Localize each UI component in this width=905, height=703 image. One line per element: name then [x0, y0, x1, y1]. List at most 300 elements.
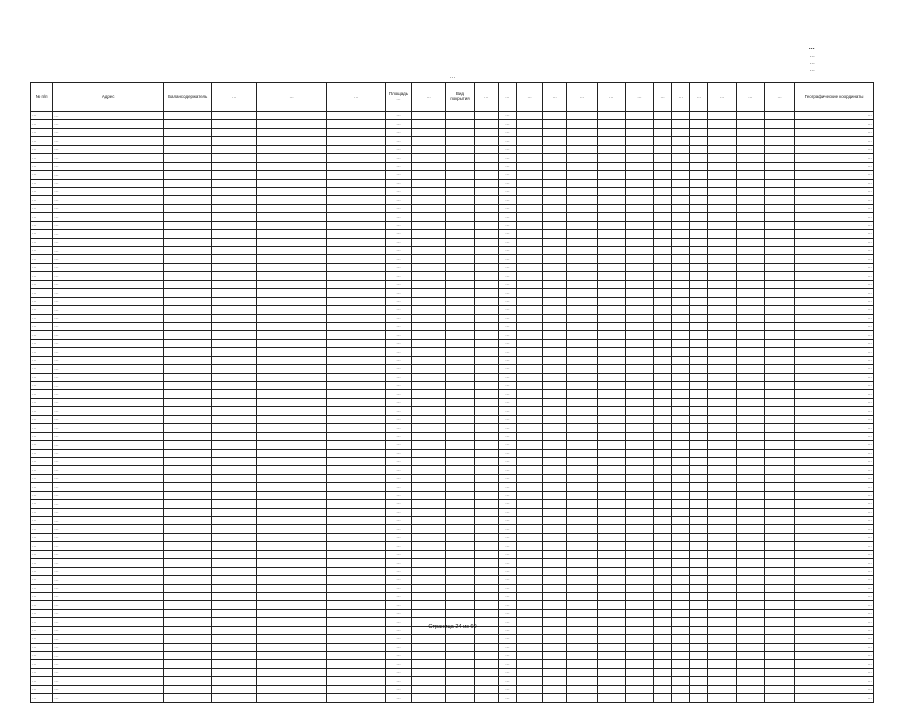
table-cell: …	[795, 677, 874, 685]
table-cell	[446, 356, 474, 364]
table-cell	[474, 525, 498, 533]
table-cell	[764, 213, 794, 221]
table-cell: …	[385, 213, 411, 221]
table-cell	[164, 660, 212, 668]
table-cell	[446, 196, 474, 204]
table-cell: …	[498, 508, 516, 516]
table-row	[31, 255, 874, 263]
table-cell	[516, 457, 542, 465]
table-cell: …	[53, 652, 164, 660]
table-cell: …	[31, 356, 53, 364]
table-cell	[327, 483, 385, 491]
table-cell	[625, 204, 653, 212]
table-row	[31, 162, 874, 170]
table-cell	[412, 466, 446, 474]
table-row	[31, 601, 874, 609]
table-cell: …	[31, 483, 53, 491]
table-cell	[164, 306, 212, 314]
table-cell	[625, 365, 653, 373]
table-cell	[516, 533, 542, 541]
table-cell	[736, 660, 764, 668]
table-cell: …	[795, 584, 874, 592]
table-cell: …	[31, 517, 53, 525]
table-cell	[446, 466, 474, 474]
table-cell	[690, 407, 708, 415]
table-cell	[654, 179, 672, 187]
table-cell	[654, 694, 672, 702]
table-cell	[212, 601, 256, 609]
table-cell	[672, 652, 690, 660]
table-cell	[212, 474, 256, 482]
table-cell: …	[498, 533, 516, 541]
table-cell	[567, 289, 597, 297]
table-cell	[736, 128, 764, 136]
table-cell	[625, 483, 653, 491]
table-cell	[474, 221, 498, 229]
table-cell	[412, 213, 446, 221]
table-cell: …	[498, 500, 516, 508]
table-cell	[256, 112, 327, 120]
table-cell	[164, 592, 212, 600]
table-cell: …	[498, 221, 516, 229]
table-cell	[212, 322, 256, 330]
table-cell	[736, 120, 764, 128]
table-cell	[543, 348, 567, 356]
table-cell: …	[385, 500, 411, 508]
table-cell	[256, 213, 327, 221]
table-cell	[446, 652, 474, 660]
table-cell	[327, 592, 385, 600]
table-cell	[708, 559, 736, 567]
table-cell	[543, 474, 567, 482]
table-cell	[543, 533, 567, 541]
table-cell	[212, 483, 256, 491]
table-cell: …	[795, 365, 874, 373]
table-cell	[736, 677, 764, 685]
table-cell	[567, 643, 597, 651]
table-cell	[764, 584, 794, 592]
table-cell: …	[795, 685, 874, 693]
table-cell	[736, 508, 764, 516]
table-cell	[543, 322, 567, 330]
table-cell	[597, 255, 625, 263]
table-cell	[256, 601, 327, 609]
table-cell	[543, 162, 567, 170]
table-cell	[327, 128, 385, 136]
table-cell	[212, 559, 256, 567]
table-cell	[672, 154, 690, 162]
table-cell	[256, 339, 327, 347]
table-cell: …	[795, 289, 874, 297]
table-cell: …	[795, 314, 874, 322]
table-cell	[672, 230, 690, 238]
table-cell	[516, 162, 542, 170]
table-cell: …	[53, 179, 164, 187]
table-cell: …	[53, 238, 164, 246]
table-cell	[736, 314, 764, 322]
table-cell	[708, 196, 736, 204]
table-row	[31, 483, 874, 491]
table-cell	[164, 120, 212, 128]
table-cell: …	[31, 187, 53, 195]
table-cell	[764, 297, 794, 305]
table-cell	[543, 643, 567, 651]
table-cell	[164, 398, 212, 406]
table-cell	[625, 567, 653, 575]
table-cell	[690, 213, 708, 221]
header-cell: …	[597, 83, 625, 112]
table-cell	[736, 432, 764, 440]
table-cell	[690, 221, 708, 229]
table-cell	[672, 238, 690, 246]
table-cell: …	[53, 204, 164, 212]
table-cell	[543, 449, 567, 457]
table-cell	[516, 694, 542, 702]
table-cell	[256, 204, 327, 212]
table-cell	[256, 592, 327, 600]
table-cell: …	[795, 230, 874, 238]
table-cell	[543, 179, 567, 187]
table-cell	[164, 128, 212, 136]
table-row	[31, 120, 874, 128]
table-cell	[516, 289, 542, 297]
table-cell	[474, 601, 498, 609]
table-cell: …	[385, 694, 411, 702]
table-cell	[654, 339, 672, 347]
table-cell	[672, 137, 690, 145]
table-cell	[654, 635, 672, 643]
table-cell	[567, 322, 597, 330]
table-cell: …	[795, 668, 874, 676]
table-cell	[625, 441, 653, 449]
table-cell	[625, 685, 653, 693]
table-cell	[164, 652, 212, 660]
table-cell: …	[31, 449, 53, 457]
table-cell: …	[498, 137, 516, 145]
table-cell	[654, 500, 672, 508]
table-cell	[690, 542, 708, 550]
table-cell	[597, 263, 625, 271]
table-cell	[412, 171, 446, 179]
table-cell	[736, 584, 764, 592]
table-cell: …	[31, 331, 53, 339]
table-cell	[327, 542, 385, 550]
table-cell	[412, 601, 446, 609]
table-cell	[654, 474, 672, 482]
table-cell	[327, 424, 385, 432]
table-cell	[625, 137, 653, 145]
table-row	[31, 643, 874, 651]
table-cell: …	[31, 154, 53, 162]
table-cell	[446, 584, 474, 592]
table-cell	[516, 171, 542, 179]
table-cell	[516, 120, 542, 128]
table-cell	[446, 247, 474, 255]
table-cell	[654, 373, 672, 381]
table-cell	[690, 491, 708, 499]
table-cell	[672, 432, 690, 440]
table-cell	[764, 652, 794, 660]
table-cell	[446, 289, 474, 297]
table-cell: …	[31, 322, 53, 330]
table-cell	[672, 609, 690, 617]
table-cell: …	[31, 660, 53, 668]
table-cell	[164, 449, 212, 457]
table-cell	[690, 238, 708, 246]
table-cell	[256, 441, 327, 449]
table-cell	[654, 525, 672, 533]
table-row	[31, 280, 874, 288]
table-cell: …	[31, 162, 53, 170]
table-cell	[412, 500, 446, 508]
table-cell	[543, 609, 567, 617]
table-cell	[672, 398, 690, 406]
table-cell	[164, 500, 212, 508]
table-cell	[567, 441, 597, 449]
table-cell	[327, 306, 385, 314]
table-cell	[736, 306, 764, 314]
table-cell: …	[31, 382, 53, 390]
table-cell: …	[385, 348, 411, 356]
table-cell	[690, 508, 708, 516]
table-cell	[764, 382, 794, 390]
table-cell	[672, 120, 690, 128]
table-cell	[764, 356, 794, 364]
table-cell	[567, 145, 597, 153]
table-cell	[256, 390, 327, 398]
table-cell	[474, 280, 498, 288]
table-cell	[256, 306, 327, 314]
table-cell	[625, 415, 653, 423]
table-cell: …	[385, 221, 411, 229]
table-cell: …	[498, 441, 516, 449]
table-cell	[736, 643, 764, 651]
table-cell	[625, 297, 653, 305]
table-cell	[516, 668, 542, 676]
table-row	[31, 356, 874, 364]
table-cell	[412, 424, 446, 432]
table-cell	[708, 652, 736, 660]
table-cell	[690, 179, 708, 187]
table-cell	[212, 449, 256, 457]
table-cell	[516, 356, 542, 364]
table-cell: …	[31, 390, 53, 398]
table-cell: …	[385, 592, 411, 600]
table-row	[31, 230, 874, 238]
table-row	[31, 576, 874, 584]
table-cell	[597, 668, 625, 676]
table-cell	[736, 542, 764, 550]
table-cell	[412, 331, 446, 339]
table-cell	[736, 221, 764, 229]
table-cell	[256, 584, 327, 592]
table-cell	[446, 576, 474, 584]
table-cell: …	[53, 415, 164, 423]
table-cell	[764, 491, 794, 499]
table-cell	[654, 483, 672, 491]
table-cell	[327, 441, 385, 449]
table-cell	[164, 356, 212, 364]
table-cell	[708, 533, 736, 541]
table-cell	[327, 331, 385, 339]
table-cell	[764, 685, 794, 693]
table-cell: …	[53, 145, 164, 153]
table-cell	[567, 457, 597, 465]
table-cell: …	[385, 525, 411, 533]
table-cell: …	[498, 263, 516, 271]
table-cell: …	[795, 432, 874, 440]
table-cell	[474, 120, 498, 128]
table-cell	[327, 533, 385, 541]
header-cell: …	[654, 83, 672, 112]
table-cell	[654, 137, 672, 145]
table-cell	[446, 542, 474, 550]
table-cell	[736, 204, 764, 212]
table-cell	[736, 685, 764, 693]
table-cell	[516, 415, 542, 423]
table-cell	[654, 348, 672, 356]
table-cell	[567, 171, 597, 179]
table-cell: …	[53, 474, 164, 482]
table-cell	[690, 635, 708, 643]
table-cell: …	[31, 424, 53, 432]
table-cell	[474, 213, 498, 221]
table-cell	[256, 685, 327, 693]
table-cell	[567, 635, 597, 643]
table-cell	[446, 306, 474, 314]
table-cell	[446, 331, 474, 339]
table-cell	[474, 339, 498, 347]
table-cell	[736, 441, 764, 449]
table-cell: …	[498, 112, 516, 120]
table-cell: …	[53, 550, 164, 558]
table-cell	[708, 382, 736, 390]
table-cell	[474, 162, 498, 170]
table-cell	[212, 204, 256, 212]
table-cell	[625, 601, 653, 609]
table-cell	[597, 643, 625, 651]
table-cell	[474, 559, 498, 567]
table-cell	[654, 263, 672, 271]
table-cell: …	[795, 263, 874, 271]
table-cell	[516, 314, 542, 322]
table-cell: …	[795, 660, 874, 668]
table-cell	[446, 204, 474, 212]
table-cell	[736, 415, 764, 423]
table-cell	[543, 491, 567, 499]
table-cell	[256, 576, 327, 584]
table-cell: …	[31, 255, 53, 263]
table-cell	[672, 171, 690, 179]
table-cell	[543, 441, 567, 449]
table-cell	[446, 424, 474, 432]
table-cell	[543, 525, 567, 533]
table-cell	[654, 128, 672, 136]
table-cell	[708, 517, 736, 525]
table-cell	[690, 457, 708, 465]
table-cell	[212, 382, 256, 390]
table-cell	[567, 407, 597, 415]
header-cell: …	[327, 83, 385, 112]
table-cell	[597, 306, 625, 314]
table-cell: …	[31, 474, 53, 482]
table-cell	[412, 525, 446, 533]
table-cell	[764, 525, 794, 533]
table-cell: …	[795, 466, 874, 474]
table-cell: …	[795, 297, 874, 305]
table-cell	[412, 567, 446, 575]
table-cell	[212, 660, 256, 668]
table-cell	[690, 263, 708, 271]
table-cell: …	[498, 272, 516, 280]
table-cell: …	[795, 643, 874, 651]
table-cell	[543, 635, 567, 643]
table-cell	[708, 255, 736, 263]
table-row	[31, 306, 874, 314]
table-cell	[212, 542, 256, 550]
table-cell	[164, 238, 212, 246]
table-cell	[690, 668, 708, 676]
table-cell: …	[795, 449, 874, 457]
table-cell	[625, 348, 653, 356]
table-cell	[597, 238, 625, 246]
table-cell	[446, 120, 474, 128]
table-cell	[212, 592, 256, 600]
table-cell: …	[498, 694, 516, 702]
table-cell	[736, 635, 764, 643]
table-cell	[690, 145, 708, 153]
table-cell	[736, 382, 764, 390]
table-cell	[543, 263, 567, 271]
table-cell	[672, 533, 690, 541]
table-cell	[516, 584, 542, 592]
table-cell: …	[31, 533, 53, 541]
table-cell	[690, 525, 708, 533]
table-cell	[256, 238, 327, 246]
table-cell: …	[53, 289, 164, 297]
table-cell	[672, 424, 690, 432]
table-cell: …	[498, 626, 516, 634]
table-cell: …	[795, 567, 874, 575]
table-cell: …	[53, 339, 164, 347]
table-cell	[736, 601, 764, 609]
table-cell	[672, 213, 690, 221]
table-cell	[764, 517, 794, 525]
table-cell	[672, 322, 690, 330]
table-cell: …	[385, 660, 411, 668]
table-cell	[567, 213, 597, 221]
table-cell	[654, 660, 672, 668]
table-cell: …	[385, 238, 411, 246]
table-cell	[690, 677, 708, 685]
table-cell	[625, 474, 653, 482]
table-cell	[567, 272, 597, 280]
table-cell	[567, 339, 597, 347]
table-cell	[256, 314, 327, 322]
table-cell	[597, 204, 625, 212]
table-cell	[543, 289, 567, 297]
table-cell	[256, 533, 327, 541]
table-cell	[567, 356, 597, 364]
table-cell: …	[31, 491, 53, 499]
table-cell	[708, 685, 736, 693]
table-cell	[597, 474, 625, 482]
table-cell	[654, 238, 672, 246]
table-cell	[672, 415, 690, 423]
table-cell: …	[498, 213, 516, 221]
table-cell	[474, 407, 498, 415]
table-cell: …	[795, 145, 874, 153]
